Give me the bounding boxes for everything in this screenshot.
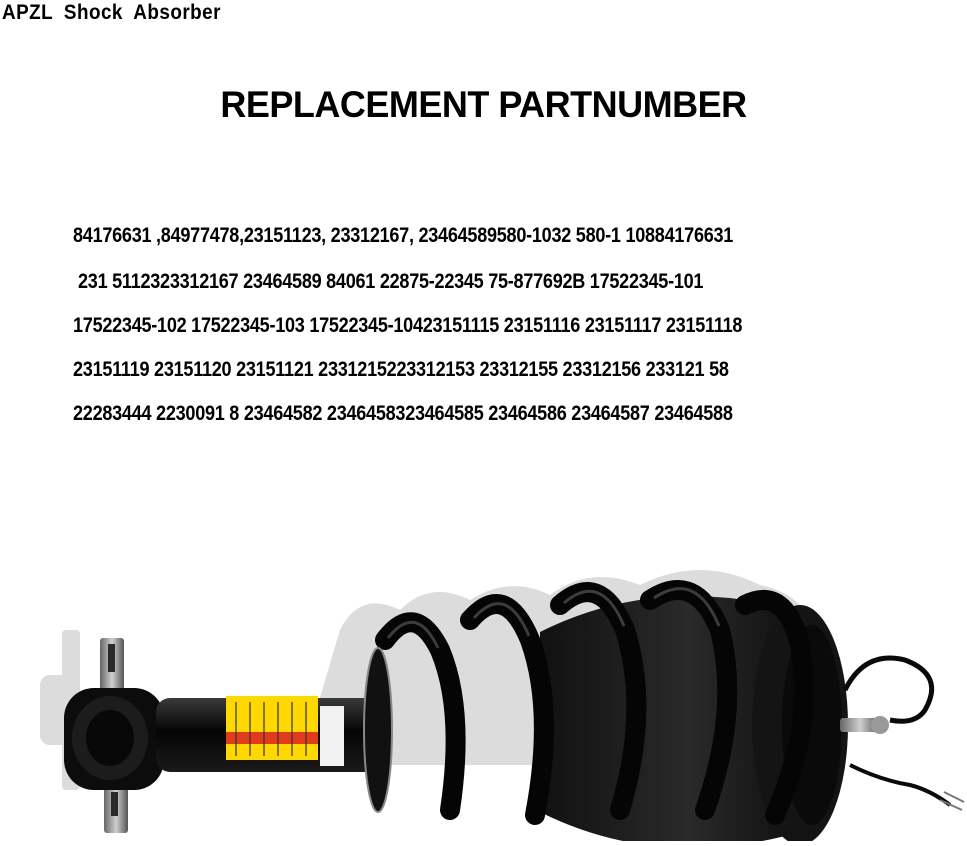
part-number-line: 17522345-102 17522345-103 17522345-10423151115 23151116 23151117 23151118 (73, 314, 743, 337)
part-number-line: 231 5112323312167 23464589 84061 22875-22345 75-877692B 17522345-101 (78, 270, 704, 293)
part-number-line: 84176631 ,84977478,23151123, 23312167, 23464589580-1032 580-1 10884176631 (73, 224, 734, 247)
part-number-line: 22283444 2230091 8 23464582 2346458323464585 23464586 23464587 23464588 (73, 402, 733, 425)
page-heading: REPLACEMENT PARTNUMBER (220, 83, 747, 126)
shock-absorber-image (0, 560, 967, 841)
part-number-line: 23151119 23151120 23151121 2331215223312153 23312155 23312156 233121 58 (73, 358, 729, 381)
brand-title: APZL Shock Absorber (2, 1, 221, 24)
